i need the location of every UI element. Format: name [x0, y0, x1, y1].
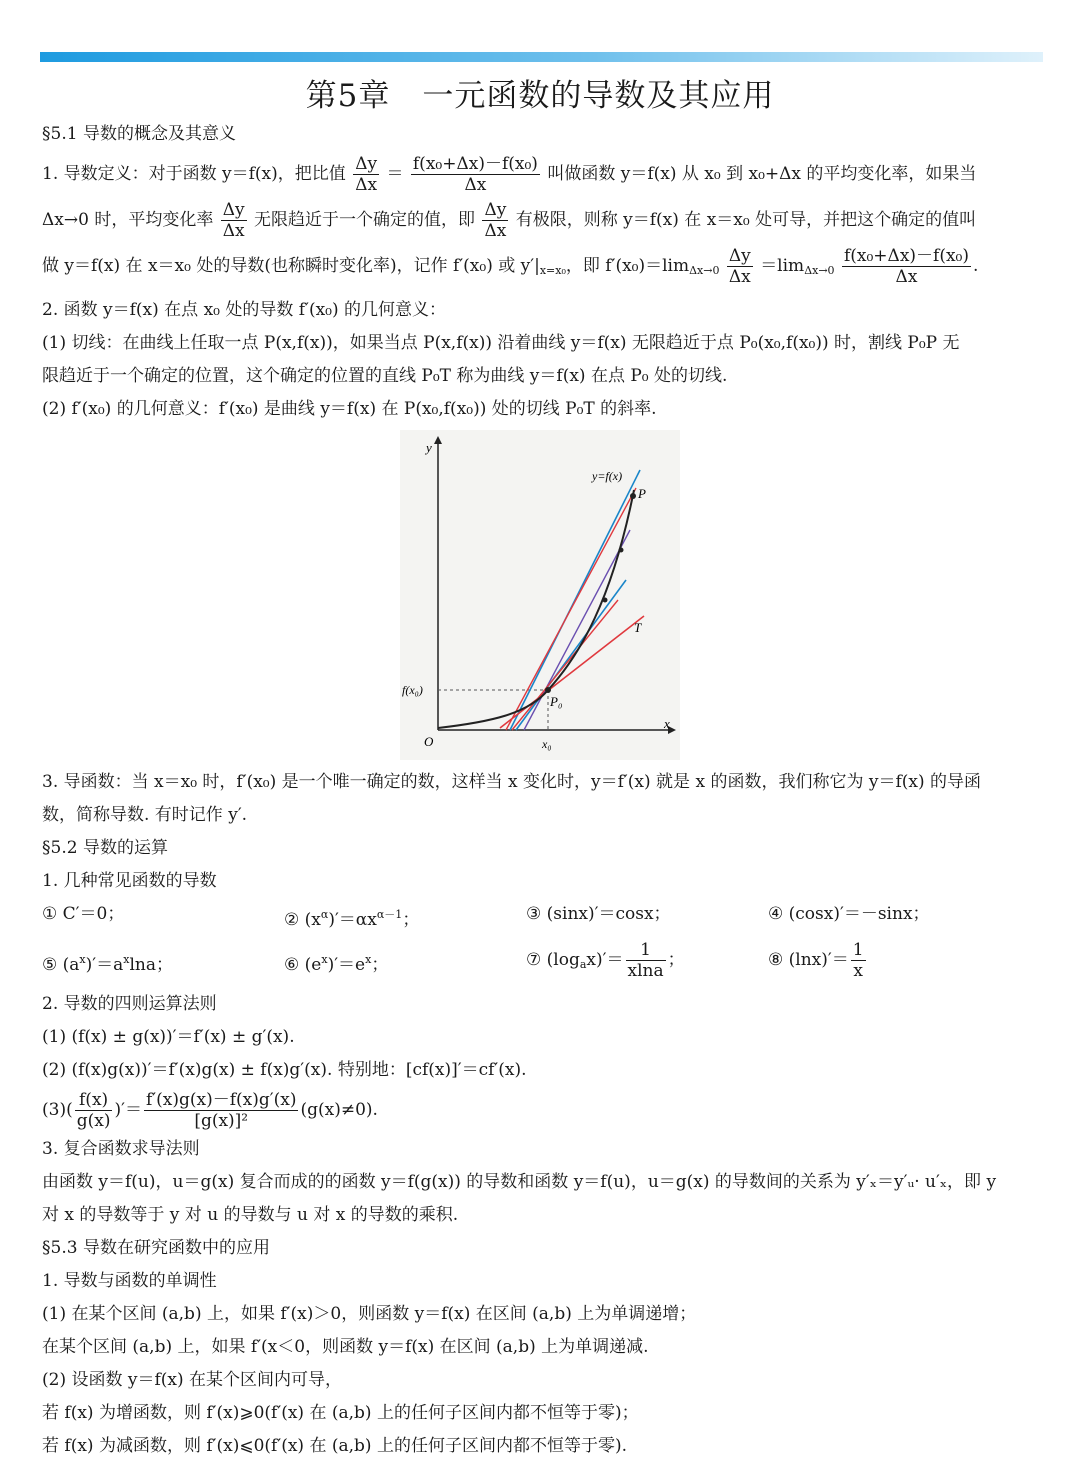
derivative-formulas [42, 937, 1046, 988]
paragraph: 若 f(x) 为增函数，则 f′(x)⩾0(f′(x) 在 (a,b) 上的任何子区间内都不恒等于零)； [42, 1403, 639, 1423]
tangent-figure [42, 426, 1046, 766]
paragraph: (2) f′(x₀) 的几何意义：f′(x₀) 是曲线 y＝f(x) 在 P(x₀,f(x₀)) 处的切线 P₀T 的斜率. [42, 399, 657, 419]
origin-label: O [424, 734, 434, 749]
subsection-title: 1. 导数与函数的单调性 [42, 1271, 217, 1291]
section-heading: §5.3 导数在研究函数中的应用 [42, 1238, 270, 1258]
paragraph: 数，简称导数. 有时记作 y′. [42, 805, 248, 825]
chapter-title: 第5章 一元函数的导数及其应用 [305, 78, 775, 114]
curve-point [603, 598, 608, 603]
y-axis-label: y [426, 440, 432, 455]
formula-item: ② $(x^\alpha)'=\alpha x^{\alpha-1}$； [284, 908, 420, 930]
formula-item: ⑦ $(\log_ax)'=$ $\frac{1}{xlna}$ ； [526, 940, 685, 981]
figure-background [400, 430, 680, 760]
fraction: $\frac{\Delta y}{\Delta x}$ [355, 154, 378, 195]
paragraph: (1) 切线：在曲线上任取一点 P(x,f(x))，如果当点 P(x,f(x)) 沿着曲线 y＝f(x) 无限趋近于点 P₀(x₀,f(x₀)) 时，割线 P₀P 无 [42, 333, 960, 353]
point-p0 [545, 687, 551, 693]
tangent-diagram [400, 430, 680, 760]
paragraph: 3. 导函数：当 x＝x₀ 时，f′(x₀) 是一个唯一确定的数，这样当 x 变化时，y＝f′(x) 就是 x 的函数，我们称它为 y＝f(x) 的导函 [42, 772, 981, 792]
x0-label: x₀ [542, 737, 552, 751]
geometric-meaning-title: 2. 函数 y＝f(x) 在点 x₀ 处的导数 f′(x₀) 的几何意义： [42, 300, 447, 320]
paragraph: 在某个区间 (a,b) 上，如果 f′(x＜0，则函数 y＝f(x) 在区间 (a,b) 上为单调递减. [42, 1337, 649, 1357]
document-body [42, 118, 1046, 1463]
rule-item: (2) (f(x)g(x))′＝f′(x)g(x) ± f(x)g′(x). 特别地：[cf(x)]′＝cf′(x). [42, 1060, 527, 1080]
definition-line-2: Δx→0 时，平均变化率 $\frac{\Delta y}{\Delta x}$ 无限趋近于一个确定的值，即 $\frac{\Delta y}{\Delta x}$ 有极限，则称 y＝f(x) 在 x＝x₀ 处可导，并把这个确定的值叫 [42, 200, 977, 241]
derivative-formulas [42, 898, 1046, 937]
formula-item: ⑤ $(a^x)'=a^x\ln a$； [42, 953, 174, 975]
subsection-title: 1. 几种常见函数的导数 [42, 871, 217, 891]
point-p [630, 493, 636, 499]
curve-point [619, 548, 624, 553]
fraction: $\frac{\Delta y}{\Delta x}$ [222, 200, 245, 241]
point-p-label: P [638, 486, 646, 501]
formula-item: ⑥ $(e^x)'=e^x$； [284, 953, 389, 975]
section-heading: §5.1 导数的概念及其意义 [42, 124, 236, 144]
section-heading: §5.2 导数的运算 [42, 838, 168, 858]
paragraph: 限趋近于一个确定的位置，这个确定的位置的直线 P₀T 称为曲线 y＝f(x) 在点 P₀ 处的切线. [42, 366, 728, 386]
subsection-title: 2. 导数的四则运算法则 [42, 994, 217, 1014]
rule-item: (1) (f(x) ± g(x))′＝f′(x) ± g′(x). [42, 1027, 295, 1047]
paragraph: 由函数 y＝f(u)，u＝g(x) 复合而成的的函数 y＝f(g(x)) 的导数和函数 y＝f(u)，u＝g(x) 的导数间的关系为 y′ₓ＝y′ᵤ· u′ₓ，即 y [42, 1172, 997, 1192]
fx0-label: f(x₀) [402, 683, 423, 697]
subsection-title: 3. 复合函数求导法则 [42, 1139, 200, 1159]
x-axis-label: x [664, 716, 670, 731]
fraction: $\frac{\Delta y}{\Delta x}$ [484, 200, 507, 241]
header-accent-bar [40, 52, 1043, 62]
formula-item: ① C′＝0； [42, 904, 125, 924]
fraction: $\frac{\text{f(x₀+Δx)－f(x₀)}}{\Delta x}$ [843, 246, 969, 287]
tangent-label: T [634, 620, 642, 635]
fraction: $\frac{\Delta y}{\Delta x}$ [728, 246, 751, 287]
point-p0-label: P₀ [550, 694, 563, 709]
paragraph: (2) 设函数 y＝f(x) 在某个区间内可导， [42, 1370, 343, 1390]
fraction: $\frac{\text{f(x₀+Δx)－f(x₀)}}{\Delta x}$ [412, 154, 538, 195]
formula-item: ④ (cosx)′＝－sinx； [768, 904, 930, 924]
formula-item: ⑧ (lnx)′＝ $\frac{1}{x}$ [768, 940, 864, 981]
formula-item: ③ (sinx)′＝cosx； [526, 904, 671, 924]
curve-label: y=f(x) [592, 469, 623, 483]
definition-line-3: 做 y＝f(x) 在 x＝x₀ 处的导数(也称瞬时变化率)，记作 f′(x₀) 或 $y'|_{x=x_0}$，即 $f'(x_0)=\lim_{\Delta x\to 0}$ $\frac{\Delta y}{\Delta x}$ $=\lim_{\Delta x\to 0}$ $\frac{\text{f(x₀+Δx)－f(x₀)}}{\Delta x}$ . [42, 246, 979, 287]
paragraph: (1) 在某个区间 (a,b) 上，如果 f′(x)＞0，则函数 y＝f(x) 在区间 (a,b) 上为单调递增； [42, 1304, 697, 1324]
paragraph: 对 x 的导数等于 y 对 u 的导数与 u 对 x 的导数的乘积. [42, 1205, 459, 1225]
rule-item: (3)( $\frac{f(x)}{g(x)}$ )′＝ $\frac{f'(x)g(x)-f(x)g'(x)}{\text{[g(x)]²}}$ (g(x)≠0). [42, 1090, 378, 1131]
definition-line-1: 1. 导数定义：对于函数 y＝f(x)，把比值 $\frac{\Delta y}{\Delta x}$ ＝ $\frac{\text{f(x₀+Δx)－f(x₀)}}{\Delta x}$ 叫做函数 y＝f(x) 从 x₀ 到 x₀+Δx 的平均变化率，如果当 [42, 154, 977, 195]
paragraph: 若 f(x) 为减函数，则 f′(x)⩽0(f′(x) 在 (a,b) 上的任何子区间内都不恒等于零). [42, 1436, 627, 1456]
